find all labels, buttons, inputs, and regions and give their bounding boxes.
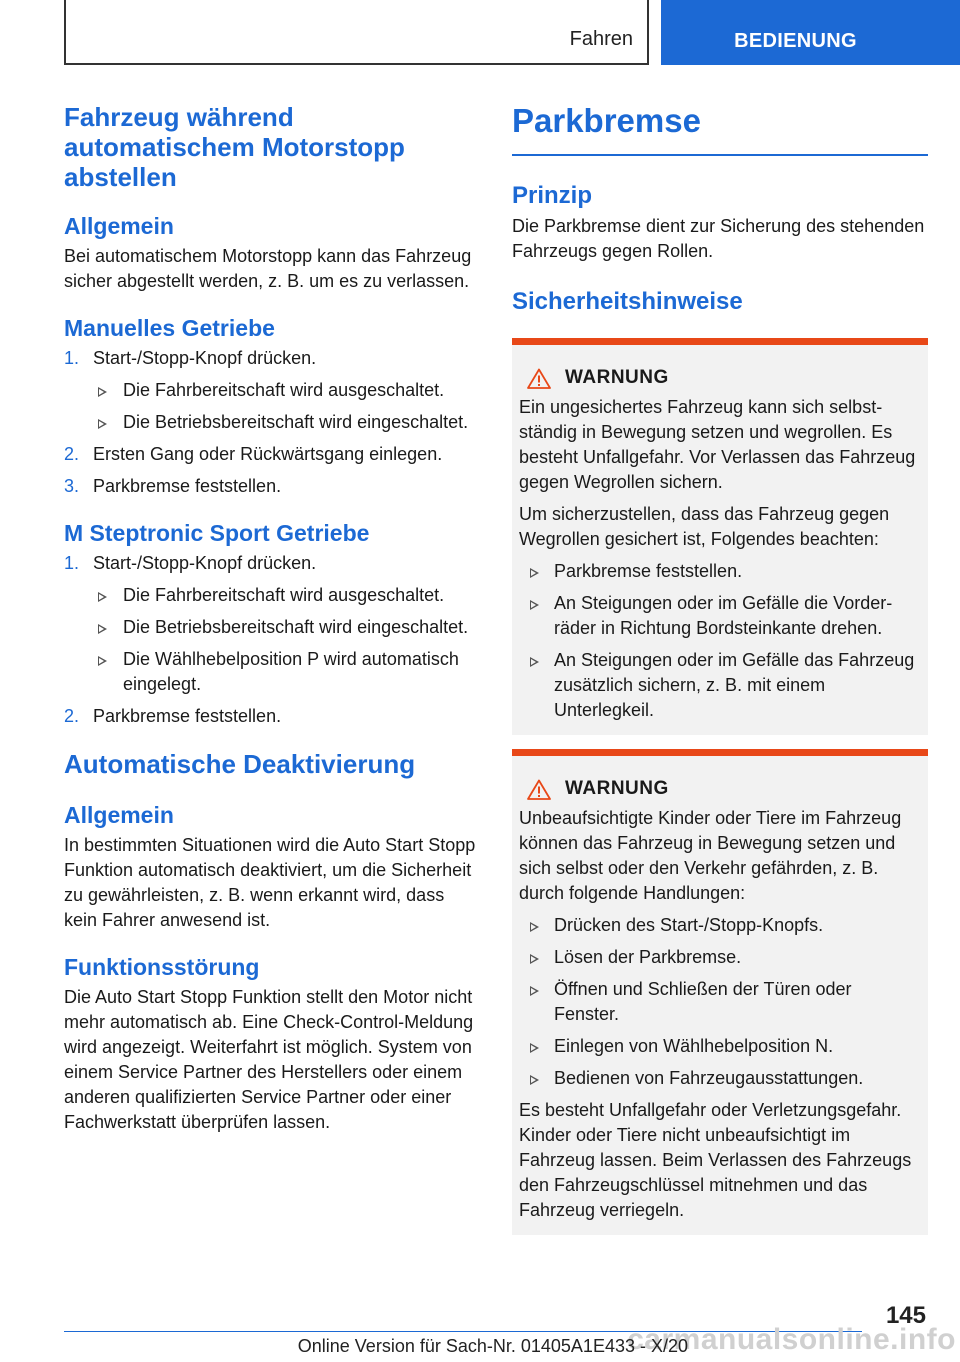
heading-sicherheitshinweise: Sicherheitshinweise <box>512 288 743 315</box>
triangle-bullet-icon <box>530 986 539 996</box>
list-item: Die Wählhebelposition P wird automatisch eingelegt. <box>93 647 482 697</box>
text-prinzip: Die Parkbremse dient zur Sicherung des stehenden Fahrzeugs gegen Rollen. <box>512 216 925 261</box>
triangle-bullet-icon <box>98 387 107 397</box>
warning-box-1 <box>512 338 928 735</box>
triangle-bullet-icon <box>530 1075 539 1085</box>
steps-manuelles-getriebe <box>64 346 482 499</box>
list-item: Die Betriebsbereitschaft wird eingeschaltet. <box>93 410 482 435</box>
list-item: Parkbremse feststellen. <box>519 559 921 584</box>
triangle-bullet-icon <box>530 657 539 667</box>
heading-divider <box>512 154 928 156</box>
list-item: 3. Parkbremse feststellen. <box>64 476 282 496</box>
page-number: 145 <box>885 1302 926 1329</box>
warning-title-2: WARNUNG <box>519 778 921 800</box>
chapter-title: Fahren <box>569 28 633 50</box>
warning-triangle-icon <box>527 368 551 389</box>
heading-motorstopp-abstellen: Fahrzeug während automatischem Motorstopp abstellen <box>64 102 405 192</box>
list-item: 2. Ersten Gang oder Rückwärtsgang einlegen. <box>64 444 443 464</box>
list-item: Lösen der Parkbremse. <box>519 945 921 970</box>
list-item: Die Fahrbereitschaft wird ausgeschaltet. <box>93 583 482 608</box>
warning-title-1: WARNUNG <box>519 367 921 389</box>
section-tab[interactable] <box>661 0 960 65</box>
heading-manuelles-getriebe: Manuelles Getriebe <box>64 315 275 341</box>
heading-automatische-deaktivierung: Automatische Deaktivierung <box>64 749 416 779</box>
footer-online-version: Online Version für Sach-Nr. 01405A1E433 - X/20 <box>297 1336 688 1356</box>
triangle-bullet-icon <box>530 922 539 932</box>
warning-triangle-icon <box>527 779 551 800</box>
text-allgemein-2: In bestimmten Situationen wird die Auto Start Stopp Funktion automatisch deaktiviert, um die Sicherheit zu gewährleisten, z. B. wenn erkannt wird, dass kein Fahrer anwesend ist. <box>64 835 476 930</box>
text-allgemein-1: Bei automatischem Motorstopp kann das Fahrzeug sicher abgestellt werden, z. B. um es zu verlassen. <box>64 246 472 291</box>
list-item: 2. Parkbremse feststellen. <box>64 706 282 726</box>
triangle-bullet-icon <box>530 600 539 610</box>
heading-funktionsstoerung: Funktionsstörung <box>64 954 260 980</box>
steps-steptronic <box>64 551 482 729</box>
heading-prinzip: Prinzip <box>512 182 593 209</box>
list-item: Die Betriebsbereitschaft wird eingeschaltet. <box>93 615 482 640</box>
list-item: An Steigungen oder im Gefälle die Vorderräder in Richtung Bordsteinkante drehen. <box>519 591 921 641</box>
heading-steptronic: M Steptronic Sport Getriebe <box>64 520 370 546</box>
list-item: Bedienen von Fahrzeugausstattungen. <box>519 1066 921 1091</box>
list-item: 1. Start-/Stopp-Knopf drücken. Die Fahrbereitschaft wird ausgeschaltet. Die Betriebsbereitschaft wird eingeschaltet. Die Wählhebelposition P wird automatisch eingelegt. <box>64 551 482 697</box>
warning-2-text-2: Es besteht Unfallgefahr oder Verletzungsgefahr. Kinder oder Tiere nicht unbeaufsichtigt im Fahrzeug lassen. Beim Verlassen des Fahrzeugs den Fahrzeugschlüssel mitnehmen und das Fahrzeug verriegeln. <box>519 1100 912 1220</box>
triangle-bullet-icon <box>530 1043 539 1053</box>
triangle-bullet-icon <box>530 568 539 578</box>
list-item: Öffnen und Schließen der Türen oder Fenster. <box>519 977 921 1027</box>
section-title: BEDIENUNG <box>734 30 857 52</box>
right-column <box>512 102 928 1249</box>
triangle-bullet-icon <box>98 419 107 429</box>
list-item: Drücken des Start-/Stopp-Knopfs. <box>519 913 921 938</box>
triangle-bullet-icon <box>98 592 107 602</box>
list-item: Die Fahrbereitschaft wird ausgeschaltet. <box>93 378 482 403</box>
warning-1-text: Ein ungesichertes Fahrzeug kann sich selbstständig in Bewegung setzen und wegrollen. Es besteht Unfallgefahr. Vor Verlassen das Fahrzeug gegen Wegrollen sichern. <box>519 397 916 492</box>
warning-1-list <box>519 559 921 723</box>
heading-allgemein-1: Allgemein <box>64 213 174 239</box>
warning-box-2 <box>512 749 928 1235</box>
warning-1-text-2: Um sicherzustellen, dass das Fahrzeug gegen Wegrollen gesichert ist, Folgendes beachten: <box>519 504 890 549</box>
list-item: An Steigungen oder im Gefälle das Fahrzeug zusätzlich sichern, z. B. mit einem Unterlegkeil. <box>519 648 921 723</box>
heading-parkbremse: Parkbremse <box>512 102 701 139</box>
left-column <box>64 102 482 1135</box>
list-item: 1. Start-/Stopp-Knopf drücken. Die Fahrbereitschaft wird ausgeschaltet. Die Betriebsbereitschaft wird eingeschaltet. <box>64 346 482 435</box>
text-funktionsstoerung: Die Auto Start Stopp Funktion stellt den Motor nicht mehr automatisch ab. Eine Check-Control-Meldung wird angezeigt. Weiterfahrt ist möglich. System von einem Service Partner des Herstellers oder einem anderen qualifizierten Service Partner oder einer Fachwerkstatt überprüfen lassen. <box>64 987 474 1132</box>
watermark: carmanualsonline.info <box>627 1323 956 1356</box>
list-item: Einlegen von Wählhebelposition N. <box>519 1034 921 1059</box>
warning-2-text: Unbeaufsichtigte Kinder oder Tiere im Fahrzeug können das Fahrzeug in Bewegung setzen und sich selbst oder den Verkehr gefährden, z. B. durch folgende Handlungen: <box>519 808 902 903</box>
heading-allgemein-2: Allgemein <box>64 802 174 828</box>
header-chapter-box <box>64 0 649 65</box>
triangle-bullet-icon <box>530 954 539 964</box>
warning-2-list <box>519 913 921 1091</box>
triangle-bullet-icon <box>98 624 107 634</box>
triangle-bullet-icon <box>98 656 107 666</box>
